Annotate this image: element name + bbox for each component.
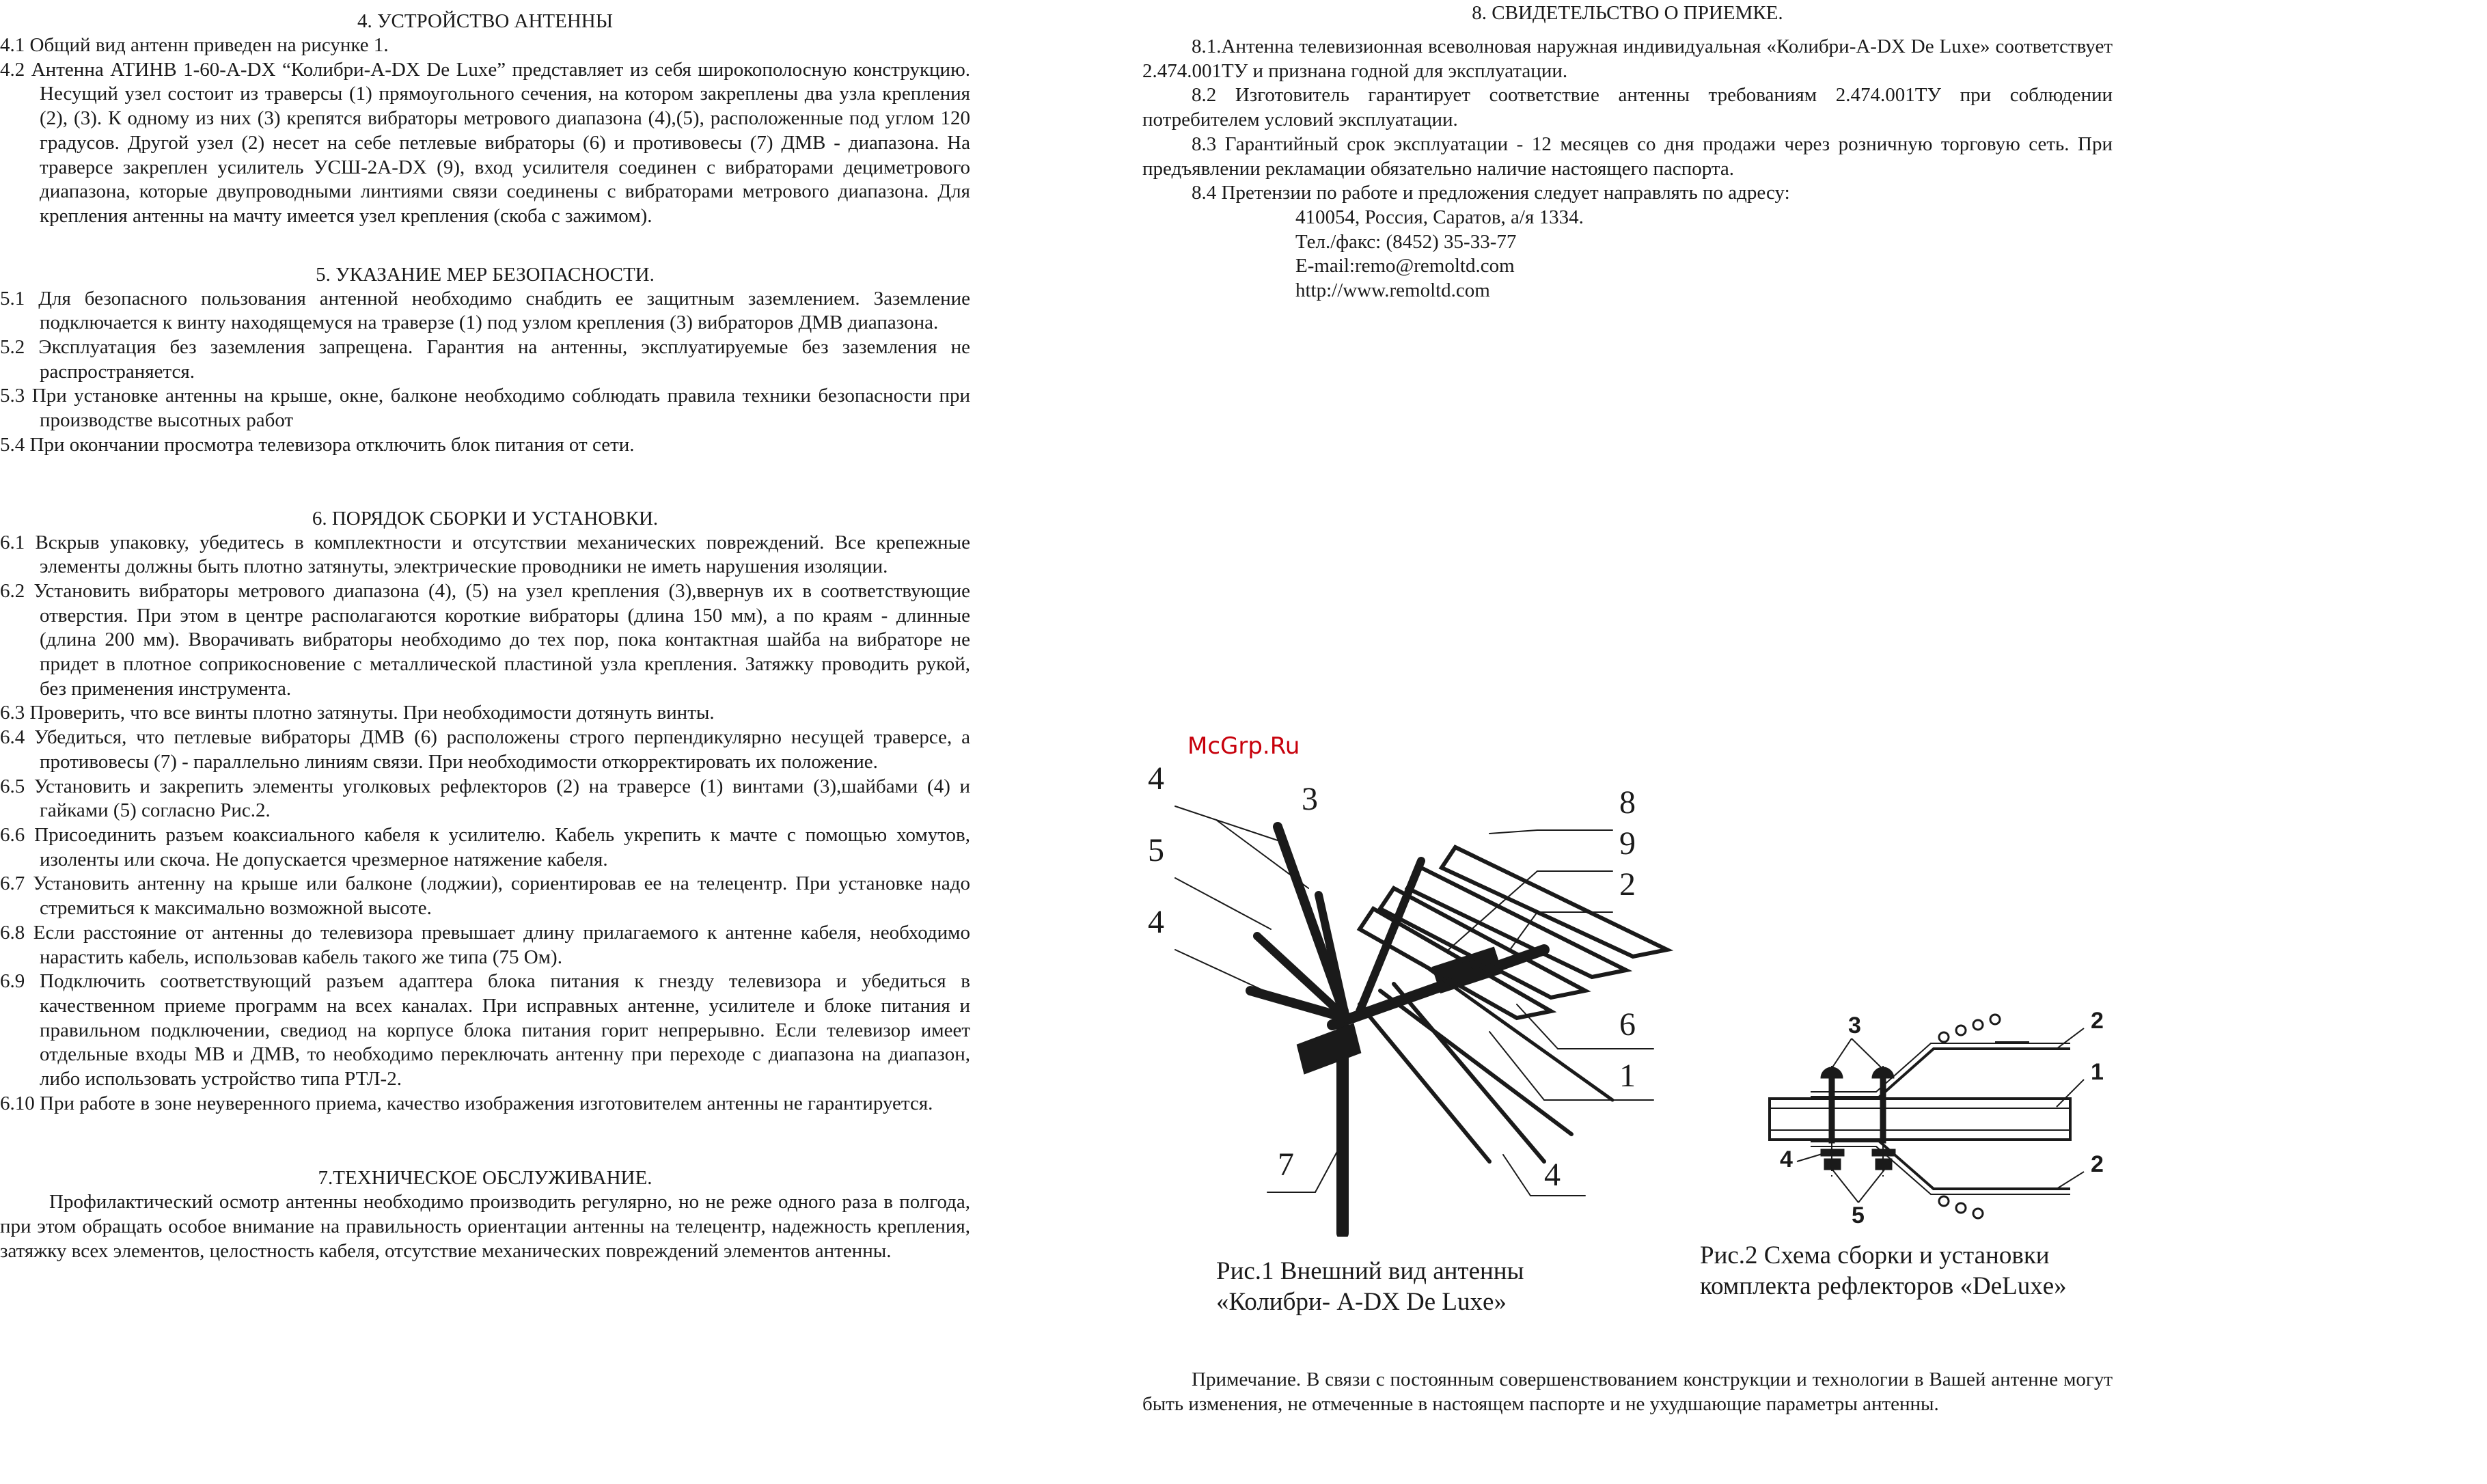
fig1-label-4-top: 4	[1148, 760, 1164, 797]
section-8-paragraph-1: 8.1.Антенна телевизионная всеволновая наружная индивидуальная «Колибри-А-DX De Luxe» соответствует 2.474.001ТУ и признана годной для эксплуатации.	[1142, 36, 2113, 82]
fig2-caption-line-2: комплекта рефлекторов «DeLuxe»	[1700, 1272, 2067, 1300]
fig1-label-7: 7	[1278, 1146, 1294, 1183]
fig1-caption-line-2: «Колибри- А-DX De Luxe»	[1216, 1288, 1507, 1316]
fig1-caption	[1216, 1256, 1626, 1317]
upper-reflector-plate	[1811, 1049, 2070, 1097]
reflector-diagram	[1756, 998, 2125, 1230]
watermark-text: McGrp.Ru	[1187, 732, 1300, 760]
section-6-paragraph-9: 6.9 Подключить соответствующий разъем адаптера блока питания к гнезду телевизора и убедиться в качественном приеме программ на всех каналах. При исправных антенне, усилителе и блоке питания и правильном подключении, сведиод на корпусе блока питания горит непрерывно. Если телевизор имеет отдельные входы МВ и ДМВ, то необходимо переключать антенну при переходе с диапазона на диапазон, либо использовать устройство типа РТЛ-2.	[0, 970, 970, 1090]
phone-line: Тел./факс: (8452) 35-33-77	[1295, 230, 1517, 253]
section-7-paragraph-1: Профилактический осмотр антенны необходимо производить регулярно, но не реже одного раза в полгода, при этом обращать особое внимание на правильность ориентации антенны на телецентр, надежность крепления, затяжку всех элементов, целостность кабеля, отсутствие механических повреждений элементов антенны.	[0, 1191, 970, 1262]
section-4-title: 4. УСТРОЙСТВО АНТЕННЫ	[357, 10, 614, 32]
fig2-label-5: 5	[1852, 1203, 1865, 1228]
fig1-label-1: 1	[1619, 1058, 1636, 1094]
section-6-paragraph-6: 6.6 Присоединить разъем коаксиального кабеля к усилителю. Кабель укрепить к мачте с помощью хомутов, изоленты или скоча. Не допускается чрезмерное натяжение кабеля.	[0, 823, 970, 870]
fig1-label-6: 6	[1619, 1006, 1636, 1043]
section-5-paragraph-2: 5.2 Эксплуатация без заземления запрещена. Гарантия на антенны, эксплуатируемые без заземления не распространяется.	[0, 336, 970, 383]
fig2-label-2-top: 2	[2091, 1008, 2104, 1034]
website-line: http://www.remoltd.com	[1295, 279, 1490, 302]
left-column	[0, 0, 970, 1264]
section-6-paragraph-8: 6.8 Если расстояние от антенны до телевизора превышает длину прилагаемого к антенне кабеля, необходимо нарастить кабель, использовав кабель такого же типа (75 Ом).	[0, 921, 970, 968]
fig1-label-5: 5	[1148, 832, 1164, 868]
section-6-paragraph-4: 6.4 Убедиться, что петлевые вибраторы ДМВ (6) расположены строго перпендикулярно несущей траверсе, а противовесы (7) - параллельно линиям связи. При необходимости откорректировать их положение.	[0, 726, 970, 773]
fig1-label-9: 9	[1619, 825, 1636, 862]
fig1-label-2: 2	[1619, 866, 1636, 903]
fig1-label-3: 3	[1302, 781, 1318, 817]
fig1-label-4-mid: 4	[1148, 904, 1164, 940]
address-line: 410054, Россия, Саратов, а/я 1334.	[1295, 206, 1584, 228]
section-6-paragraph-5: 6.5 Установить и закрепить элементы уголковых рефлекторов (2) на траверсе (1) винтами (3),шайбами (4) и гайками (5) согласно Рис.2.	[0, 775, 970, 822]
mount-bracket	[1298, 1025, 1360, 1073]
fig1-label-8: 8	[1619, 784, 1636, 821]
fig2-caption-line-1: Рис.2 Схема сборки и установки	[1700, 1241, 2050, 1269]
fig2-label-3: 3	[1848, 1013, 1861, 1039]
uhf-loop-dipole-2	[1380, 888, 1585, 998]
counterweight-rod-3	[1360, 1004, 1489, 1162]
section-7-title: 7.ТЕХНИЧЕСКОЕ ОБСЛУЖИВАНИЕ.	[318, 1167, 652, 1190]
right-column	[1142, 0, 2113, 303]
fig1-caption-line-1: Рис.1 Внешний вид антенны	[1216, 1257, 1524, 1285]
section-8-title: 8. СВИДЕТЕЛЬСТВО О ПРИЕМКЕ.	[1472, 2, 1783, 24]
fig2-label-4: 4	[1780, 1146, 1793, 1172]
note-paragraph: Примечание. В связи с постоянным совершенствованием конструкции и технологии в Вашей антенне могут быть изменения, не отмеченные в настоящем паспорте и не ухудшающие параметры антенны.	[1142, 1369, 2113, 1415]
section-5-paragraph-3: 5.3 При установке антенны на крыше, окне, балконе необходимо соблюдать правила техники безопасности при производстве высотных работ	[0, 385, 970, 432]
fig2-label-2-bottom: 2	[2091, 1151, 2104, 1177]
email-line: E-mail:remo@remoltd.com	[1295, 255, 1515, 277]
section-6-paragraph-1: 6.1 Вскрыв упаковку, убедитесь в комплектности и отсутствии механических повреждений. Все крепежные элементы должны быть плотно затянуты, электрические проводники не иметь нарушения изоляции.	[0, 531, 970, 578]
antenna-figure	[1134, 745, 1722, 1237]
section-5-title: 5. УКАЗАНИЕ МЕР БЕЗОПАСНОСТИ.	[316, 263, 655, 286]
section-5-paragraph-1: 5.1 Для безопасного пользования антенной необходимо снабдить ее защитным заземлением. Заземление подключается к винту находящемуся на траверзе (1) под узлом крепления (3) вибраторов ДМВ диапазона.	[0, 287, 970, 334]
section-8-paragraph-2: 8.2 Изготовитель гарантирует соответствие антенны требованиям 2.474.001ТУ при соблюдении потребителем условий эксплуатации.	[1142, 84, 2113, 131]
section-6-paragraph-2: 6.2 Установить вибраторы метрового диапазона (4), (5) на узел крепления (3),ввернув их в соответствующие отверстия. При этом в центре располагаются короткие вибраторы (длина 150 мм), а по краям - длинные (длина 200 мм). Вворачивать вибраторы необходимо до тех пор, пока контактная шайба на вибраторе не придет в плотное соприкосновение с металлической пластиной узла крепления. Затяжку проводить рукой, без применения инструмента.	[0, 579, 970, 700]
section-4-paragraph-2: 4.2 Антенна АТИНВ 1-60-А-DX “Колибри-А-DX De Luxe” представляет из себя широкополосную конструкцию. Несущий узел состоит из траверсы (1) прямоугольного сечения, на котором закреплены два узла крепления (2), (3). К одному из них (3) крепятся вибраторы метрового диапазона (4),(5), расположенные под углом 120 градусов. Другой узел (2) несет на себе петлевые вибраторы (6) и противовесы (7) ДМВ - диапазона. На траверсе закреплен усилитель УСШ-2А-DX (9), вход усилителя соединен с вибраторами дециметрового диапазона, которые двупроводными линтиями связи соединены с вибраторами метрового диапазона. Для крепления антенны на мачту имеется узел крепления (скоба с зажимом).	[0, 58, 970, 227]
diagram-boom	[1770, 1099, 2070, 1140]
section-4-paragraph-1: 4.1 Общий вид антенн приведен на рисунке 1.	[0, 34, 389, 56]
fig2-label-1: 1	[2091, 1059, 2104, 1085]
section-8-paragraph-3: 8.3 Гарантийный срок эксплуатации - 12 месяцев со дня продажи через розничную торговую сеть. При предъявлении рекламации обязательно наличие настоящего паспорта.	[1142, 133, 2113, 180]
section-6-paragraph-3: 6.3 Проверить, что все винты плотно затянуты. При необходимости дотянуть винты.	[0, 702, 715, 724]
fig1-label-4-bottom: 4	[1544, 1157, 1561, 1193]
lower-reflector-plate	[1811, 1141, 2070, 1189]
section-6-paragraph-7: 6.7 Установить антенну на крыше или балконе (лоджии), сориентировав ее на телецентр. При установке надо стремиться к максимально возможной высоте.	[0, 872, 970, 920]
section-8-paragraph-4: 8.4 Претензии по работе и предложения следует направлять по адресу:	[1192, 182, 1790, 204]
fig2-caption	[1700, 1240, 2137, 1302]
section-6-title: 6. ПОРЯДОК СБОРКИ И УСТАНОВКИ.	[312, 507, 659, 530]
section-6-paragraph-10: 6.10 При работе в зоне неуверенного приема, качество изображения изготовителем антенны не гарантируется.	[0, 1092, 933, 1114]
section-5-paragraph-4: 5.4 При окончании просмотра телевизора отключить блок питания от сети.	[0, 433, 635, 456]
counterweight-rod-4	[1421, 963, 1612, 1100]
